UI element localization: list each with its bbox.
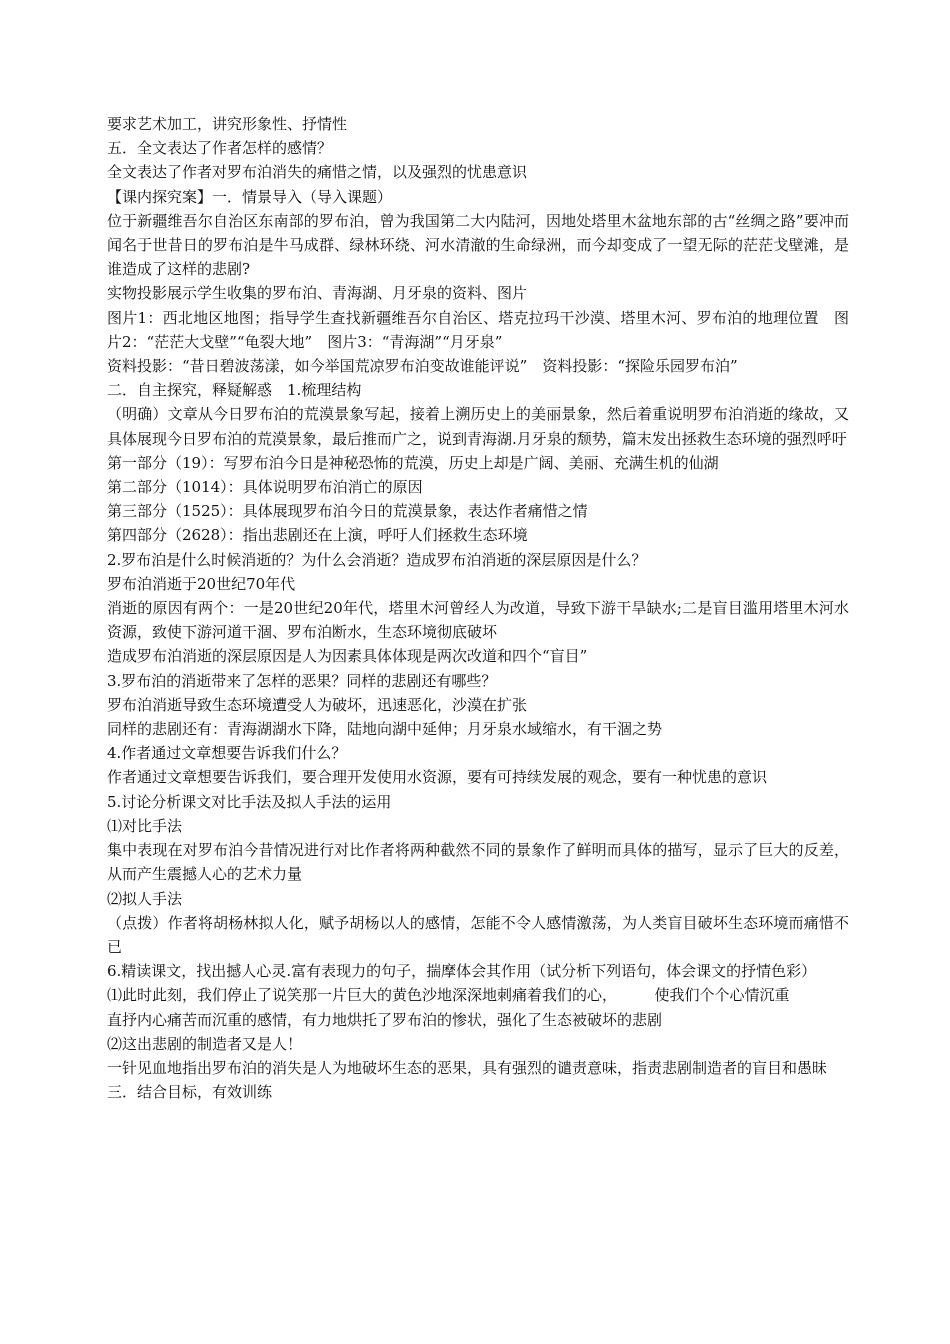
paragraph: 图片1：西北地区地图；指导学生查找新疆维吾尔自治区、塔克拉玛干沙漠、塔里木河、罗布泊的地理位置 图片2：“茫茫大戈壁”“龟裂大地” 图片3：“青海湖”“月牙泉” [107,308,849,351]
text-line: ⑵拟人手法 [107,889,183,908]
text-line: 同样的悲剧还有：青海湖湖水下降，陆地向湖中延伸；月牙泉水域缩水，有干涸之势 [107,720,663,739]
question-line: 3.罗布泊的消逝带来了怎样的恶果？同样的悲剧还有哪些？ [107,671,497,690]
text-line: 全文表达了作者对罗布泊消失的痛惜之情，以及强烈的忧患意识 [107,163,528,182]
text-line: 作者通过文章想要告诉我们，要合理开发使用水资源，要有可持续发展的观念，要有一种忧患的意识 [107,768,768,787]
question-line: 5.讨论分析课文对比手法及拟人手法的运用 [107,792,392,811]
text-line: 造成罗布泊消逝的深层原因是人为因素具体体现是两次改道和四个“盲目” [107,647,588,666]
text-line: 资料投影：“昔日碧波荡漾，如今举国荒凉罗布泊变故谁能评说” 资料投影：“探险乐园罗布泊” [107,357,738,376]
section-heading: 五．全文表达了作者怎样的感情？ [107,139,333,158]
question-line: 2.罗布泊是什么时候消逝的？为什么会消逝？造成罗布泊消逝的深层原因是什么？ [107,550,647,569]
paragraph: 消逝的原因有两个：一是20世纪20年代，塔里木河曾经人为改道，导致下游干旱缺水;二是盲目滥用塔里木河水资源，致使下游河道干涸、罗布泊断水，生态环境彻底破坏 [107,599,849,642]
paragraph: （明确）文章从今日罗布泊的荒漠景象写起，接着上溯历史上的美丽景象，然后着重说明罗布泊消逝的缘故，又具体展现今日罗布泊的荒漠景象，最后推而广之，说到青海湖.月牙泉的颓势，篇末发出拯救生态环境的强烈呼吁 [107,405,849,448]
text-line: 罗布泊消逝导致生态环境遭受人为破坏，迅速恶化，沙漠在扩张 [107,695,528,714]
paragraph: 集中表现在对罗布泊今昔情况进行对比作者将两种截然不同的景象作了鲜明而具体的描写，显示了巨大的反差，从而产生震撼人心的艺术力量 [107,841,849,884]
paragraph: ⑴此时此刻，我们停止了说笑那一片巨大的黄色沙地深深地刺痛着我们的心， 使我们个个心情沉重 [107,986,790,1005]
text-line: 直抒内心痛苦而沉重的感情，有力地烘托了罗布泊的惨状，强化了生态被破坏的悲剧 [107,1010,663,1029]
section-heading: 二．自主探究，释疑解惑 1.梳理结构 [107,381,362,400]
text-line: ⑵这出悲剧的制造者又是人！ [107,1034,303,1053]
text-line: 第一部分（19）：写罗布泊今日是神秘恐怖的荒漠，历史上却是广阔、美丽、充满生机的仙湖 [107,453,719,472]
text-line: 罗布泊消逝于20世纪70年代 [107,574,296,593]
document-body [107,112,849,1104]
text-line: 第四部分（2628）：指出悲剧还在上演，呼吁人们拯救生态环境 [107,526,528,545]
text-line: 实物投影展示学生收集的罗布泊、青海湖、月牙泉的资料、图片 [107,284,528,303]
paragraph: （点拨）作者将胡杨林拟人化，赋予胡杨以人的感情，怎能不令人感情激荡，为人类盲目破坏生态环境而痛惜不已 [107,913,849,956]
paragraph: 一针见血地指出罗布泊的消失是人为地破坏生态的恶果，具有强烈的谴责意味，指责悲剧制造者的盲目和愚昧 [107,1058,828,1077]
section-heading: 三．结合目标，有效训练 [107,1083,273,1102]
text-line: 第二部分（1014）：具体说明罗布泊消亡的原因 [107,478,423,497]
section-heading: 【课内探究案】一．情景导入（导入课题） [107,187,393,206]
text-line: 要求艺术加工，讲究形象性、抒情性 [107,115,348,133]
question-line: 4.作者通过文章想要告诉我们什么？ [107,744,347,763]
text-line: 第三部分（1525）：具体展现罗布泊今日的荒漠景象，表达作者痛惜之情 [107,502,588,521]
text-line: ⑴对比手法 [107,816,183,835]
paragraph: 位于新疆维吾尔自治区东南部的罗布泊，曾为我国第二大内陆河，因地处塔里木盆地东部的古“丝绸之路”要冲而闻名于世昔日的罗布泊是牛马成群、绿林环绕、河水清澈的生命绿洲，而今却变成了一望无际的茫茫戈壁滩，是谁造成了这样的悲剧? [107,211,849,279]
paragraph: 6.精读课文，找出撼人心灵.富有表现力的句子，揣摩体会其作用（试分析下列语句，体会课文的抒情色彩） [107,962,817,981]
